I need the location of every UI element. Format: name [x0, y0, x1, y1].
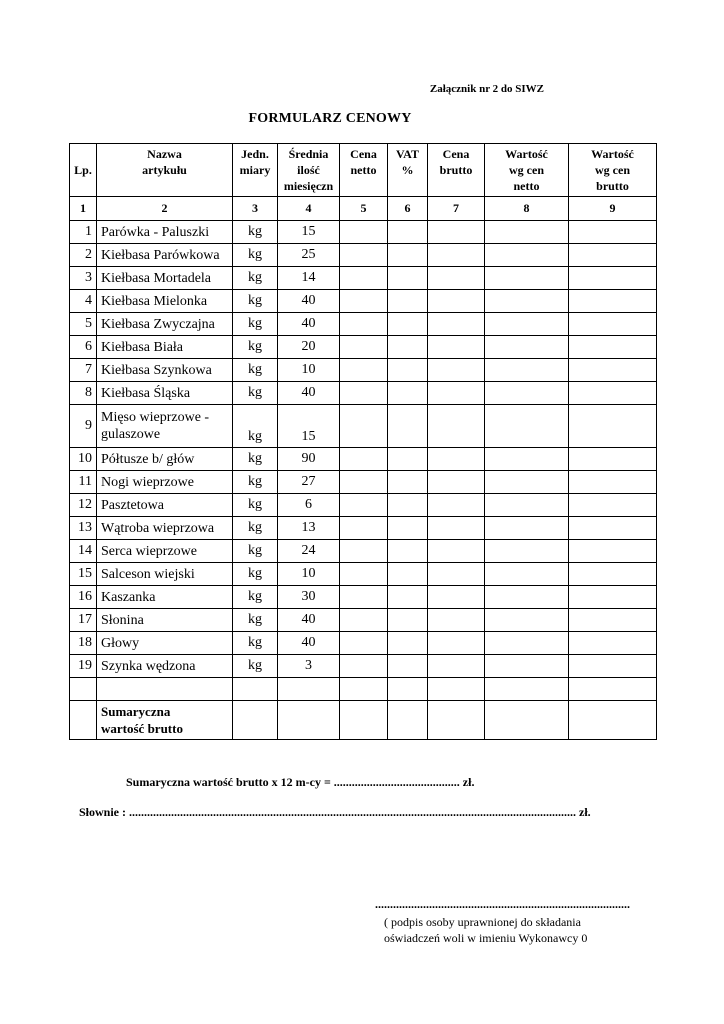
row-lp: 6: [70, 336, 97, 359]
row-gross-price[interactable]: [428, 290, 485, 313]
row-net-value[interactable]: [485, 313, 569, 336]
row-unit: kg: [233, 290, 278, 313]
row-unit: kg: [233, 471, 278, 494]
row-net-price[interactable]: [340, 405, 388, 448]
row-net-value[interactable]: [485, 517, 569, 540]
row-unit: kg: [233, 336, 278, 359]
amount-in-words-line: Słownie : ..................................................................................................................................................... zł.: [79, 805, 591, 819]
row-gross-price[interactable]: [428, 517, 485, 540]
row-net-value[interactable]: [485, 609, 569, 632]
summary-net-price-cell: [340, 701, 388, 740]
row-net-value[interactable]: [485, 244, 569, 267]
table-row: [70, 517, 657, 540]
table-row: [70, 313, 657, 336]
row-quantity: 15: [278, 405, 340, 448]
row-unit: kg: [233, 609, 278, 632]
row-vat[interactable]: [388, 336, 428, 359]
table-row: [70, 290, 657, 313]
row-name: Serca wieprzowe: [97, 540, 233, 563]
row-net-price[interactable]: [340, 313, 388, 336]
row-lp: 3: [70, 267, 97, 290]
row-gross-value[interactable]: [569, 586, 657, 609]
row-net-value[interactable]: [485, 563, 569, 586]
table-row: [70, 448, 657, 471]
row-gross-price[interactable]: [428, 471, 485, 494]
row-name: Salceson wiejski: [97, 563, 233, 586]
row-lp: 7: [70, 359, 97, 382]
row-unit: kg: [233, 244, 278, 267]
row-quantity: 10: [278, 359, 340, 382]
row-vat[interactable]: [388, 586, 428, 609]
row-net-value[interactable]: [485, 336, 569, 359]
row-gross-value[interactable]: [569, 655, 657, 678]
row-net-value[interactable]: [485, 382, 569, 405]
row-name: Kiełbasa Parówkowa: [97, 244, 233, 267]
row-name: Kiełbasa Biała: [97, 336, 233, 359]
row-name: Kiełbasa Zwyczajna: [97, 313, 233, 336]
row-net-value[interactable]: [485, 359, 569, 382]
row-lp: 9: [70, 405, 97, 448]
row-net-value[interactable]: [485, 494, 569, 517]
row-unit: kg: [233, 494, 278, 517]
row-gross-price[interactable]: [428, 359, 485, 382]
table-row: [70, 471, 657, 494]
blank-cell[interactable]: [388, 678, 428, 701]
row-gross-value[interactable]: [569, 405, 657, 448]
row-unit: kg: [233, 267, 278, 290]
row-net-value[interactable]: [485, 586, 569, 609]
row-gross-value[interactable]: [569, 448, 657, 471]
row-gross-price[interactable]: [428, 632, 485, 655]
row-vat[interactable]: [388, 405, 428, 448]
row-gross-price[interactable]: [428, 267, 485, 290]
blank-cell[interactable]: [569, 678, 657, 701]
row-net-price[interactable]: [340, 586, 388, 609]
row-unit: kg: [233, 517, 278, 540]
row-gross-price[interactable]: [428, 540, 485, 563]
row-gross-value[interactable]: [569, 517, 657, 540]
row-gross-value[interactable]: [569, 336, 657, 359]
row-quantity: 40: [278, 632, 340, 655]
column-number: 7: [428, 197, 485, 221]
row-lp: 1: [70, 221, 97, 244]
row-quantity: 20: [278, 336, 340, 359]
column-number: 1: [70, 197, 97, 221]
total-annual-line: Sumaryczna wartość brutto x 12 m-cy = .......................................... zł.: [126, 775, 475, 789]
header-net-price: Cena netto: [340, 144, 388, 197]
row-gross-price[interactable]: [428, 244, 485, 267]
row-unit: kg: [233, 382, 278, 405]
column-number: 3: [233, 197, 278, 221]
row-net-price[interactable]: [340, 290, 388, 313]
summary-lp-cell: [70, 701, 97, 740]
row-gross-price[interactable]: [428, 609, 485, 632]
row-gross-price[interactable]: [428, 221, 485, 244]
row-vat[interactable]: [388, 448, 428, 471]
row-gross-price[interactable]: [428, 655, 485, 678]
summary-gross-price-cell: [428, 701, 485, 740]
row-gross-value[interactable]: [569, 244, 657, 267]
row-gross-price[interactable]: [428, 494, 485, 517]
row-vat[interactable]: [388, 313, 428, 336]
row-lp: 17: [70, 609, 97, 632]
row-lp: 18: [70, 632, 97, 655]
column-number: 2: [97, 197, 233, 221]
row-net-value[interactable]: [485, 632, 569, 655]
signature-caption: ( podpis osoby uprawnionej do składania oświadczeń woli w imieniu Wykonawcy 0: [384, 915, 588, 945]
row-vat[interactable]: [388, 494, 428, 517]
header-name: Nazwa artykułu: [97, 144, 233, 197]
row-quantity: 40: [278, 382, 340, 405]
row-vat[interactable]: [388, 267, 428, 290]
row-quantity: 24: [278, 540, 340, 563]
row-net-price[interactable]: [340, 221, 388, 244]
row-name: Pasztetowa: [97, 494, 233, 517]
row-lp: 8: [70, 382, 97, 405]
row-vat[interactable]: [388, 517, 428, 540]
row-quantity: 90: [278, 448, 340, 471]
row-gross-price[interactable]: [428, 336, 485, 359]
header-vat: VAT %: [388, 144, 428, 197]
row-unit: kg: [233, 359, 278, 382]
blank-row: [70, 678, 657, 701]
row-vat[interactable]: [388, 471, 428, 494]
row-vat[interactable]: [388, 244, 428, 267]
row-lp: 5: [70, 313, 97, 336]
row-name: Wątroba wieprzowa: [97, 517, 233, 540]
column-number: 5: [340, 197, 388, 221]
row-net-value[interactable]: [485, 221, 569, 244]
row-quantity: 40: [278, 609, 340, 632]
row-gross-value[interactable]: [569, 609, 657, 632]
summary-net-value-cell[interactable]: [485, 701, 569, 740]
row-unit: kg: [233, 540, 278, 563]
row-gross-value[interactable]: [569, 221, 657, 244]
row-gross-price[interactable]: [428, 448, 485, 471]
table-row: [70, 359, 657, 382]
blank-cell: [233, 678, 278, 701]
summary-row: [70, 701, 657, 740]
table-row: [70, 405, 657, 448]
row-name-line: gulaszowe: [101, 427, 161, 442]
signature-line: .....................................................................................: [375, 897, 630, 911]
row-net-value[interactable]: [485, 290, 569, 313]
column-number: 8: [485, 197, 569, 221]
row-gross-value[interactable]: [569, 267, 657, 290]
row-net-price[interactable]: [340, 632, 388, 655]
row-name: Kiełbasa Śląska: [97, 382, 233, 405]
header-row: [70, 144, 657, 197]
row-name: Słonina: [97, 609, 233, 632]
row-net-value[interactable]: [485, 448, 569, 471]
price-table: [69, 143, 657, 740]
row-gross-price[interactable]: [428, 313, 485, 336]
row-lp: 4: [70, 290, 97, 313]
row-gross-value[interactable]: [569, 313, 657, 336]
table-row: [70, 267, 657, 290]
row-lp: 11: [70, 471, 97, 494]
summary-gross-value-cell[interactable]: [569, 701, 657, 740]
row-lp: 14: [70, 540, 97, 563]
table-row: [70, 609, 657, 632]
form-title: FORMULARZ CENOWY: [248, 111, 412, 126]
row-quantity: 14: [278, 267, 340, 290]
row-gross-price[interactable]: [428, 563, 485, 586]
header-lp: Lp.: [70, 144, 97, 197]
blank-cell: [97, 678, 233, 701]
row-quantity: 13: [278, 517, 340, 540]
table-row: [70, 563, 657, 586]
row-name: Parówka - Paluszki: [97, 221, 233, 244]
row-net-price[interactable]: [340, 244, 388, 267]
header-quantity: Średnia ilość miesięczn: [278, 144, 340, 197]
row-name: Kiełbasa Szynkowa: [97, 359, 233, 382]
header-unit: Jedn. miary: [233, 144, 278, 197]
row-gross-value[interactable]: [569, 290, 657, 313]
row-quantity: 40: [278, 313, 340, 336]
row-gross-value[interactable]: [569, 494, 657, 517]
row-unit: kg: [233, 655, 278, 678]
summary-vat-cell: [388, 701, 428, 740]
row-net-value[interactable]: [485, 267, 569, 290]
row-net-value[interactable]: [485, 655, 569, 678]
row-unit: kg: [233, 313, 278, 336]
row-unit: kg: [233, 405, 278, 448]
row-net-value[interactable]: [485, 405, 569, 448]
row-quantity: 30: [278, 586, 340, 609]
column-number: 4: [278, 197, 340, 221]
row-quantity: 27: [278, 471, 340, 494]
row-vat[interactable]: [388, 221, 428, 244]
table-row: [70, 655, 657, 678]
row-gross-price[interactable]: [428, 586, 485, 609]
row-vat[interactable]: [388, 655, 428, 678]
row-lp: 13: [70, 517, 97, 540]
row-name: Kiełbasa Mielonka: [97, 290, 233, 313]
row-lp: 10: [70, 448, 97, 471]
row-name: Półtusze b/ głów: [97, 448, 233, 471]
row-quantity: 25: [278, 244, 340, 267]
row-lp: 16: [70, 586, 97, 609]
row-net-price[interactable]: [340, 359, 388, 382]
row-quantity: 15: [278, 221, 340, 244]
row-quantity: 10: [278, 563, 340, 586]
row-quantity: 3: [278, 655, 340, 678]
row-net-price[interactable]: [340, 563, 388, 586]
header-net-value: Wartość wg cen netto: [485, 144, 569, 197]
blank-cell: [70, 678, 97, 701]
row-vat[interactable]: [388, 563, 428, 586]
row-name: Kaszanka: [97, 586, 233, 609]
blank-cell[interactable]: [428, 678, 485, 701]
row-net-price[interactable]: [340, 609, 388, 632]
blank-cell[interactable]: [340, 678, 388, 701]
row-gross-price[interactable]: [428, 405, 485, 448]
table-row: [70, 382, 657, 405]
row-unit: kg: [233, 448, 278, 471]
row-gross-value[interactable]: [569, 471, 657, 494]
row-gross-value[interactable]: [569, 540, 657, 563]
table-row: [70, 540, 657, 563]
row-name-line: Mięso wieprzowe -: [101, 410, 210, 425]
row-vat[interactable]: [388, 382, 428, 405]
summary-unit-cell: [233, 701, 278, 740]
summary-label: Sumaryczna wartość brutto: [97, 701, 233, 740]
row-unit: kg: [233, 563, 278, 586]
summary-qty-cell: [278, 701, 340, 740]
row-lp: 2: [70, 244, 97, 267]
row-quantity: 40: [278, 290, 340, 313]
column-number: 6: [388, 197, 428, 221]
blank-cell[interactable]: [485, 678, 569, 701]
row-vat[interactable]: [388, 540, 428, 563]
table-row: [70, 586, 657, 609]
row-net-price[interactable]: [340, 540, 388, 563]
row-name: Głowy: [97, 632, 233, 655]
row-name: Kiełbasa Mortadela: [97, 267, 233, 290]
row-unit: kg: [233, 632, 278, 655]
row-lp: 19: [70, 655, 97, 678]
row-gross-value[interactable]: [569, 382, 657, 405]
table-row: [70, 244, 657, 267]
annex-reference: Załącznik nr 2 do SIWZ: [429, 83, 544, 95]
header-gross-value: Wartość wg cen brutto: [569, 144, 657, 197]
row-vat[interactable]: [388, 632, 428, 655]
column-number: 9: [569, 197, 657, 221]
row-net-price[interactable]: [340, 517, 388, 540]
row-net-value[interactable]: [485, 471, 569, 494]
row-net-value[interactable]: [485, 540, 569, 563]
row-vat[interactable]: [388, 359, 428, 382]
row-gross-price[interactable]: [428, 382, 485, 405]
row-name: Szynka wędzona: [97, 655, 233, 678]
row-net-price[interactable]: [340, 336, 388, 359]
row-net-price[interactable]: [340, 382, 388, 405]
header-gross-price: Cena brutto: [428, 144, 485, 197]
row-gross-value[interactable]: [569, 359, 657, 382]
table-row: [70, 632, 657, 655]
row-unit: kg: [233, 221, 278, 244]
row-name: Nogi wieprzowe: [97, 471, 233, 494]
row-vat[interactable]: [388, 290, 428, 313]
row-gross-value[interactable]: [569, 563, 657, 586]
table-row: [70, 221, 657, 244]
row-net-price[interactable]: [340, 494, 388, 517]
table-row: [70, 336, 657, 359]
row-vat[interactable]: [388, 609, 428, 632]
row-net-price[interactable]: [340, 655, 388, 678]
row-unit: kg: [233, 586, 278, 609]
row-net-price[interactable]: [340, 471, 388, 494]
row-net-price[interactable]: [340, 448, 388, 471]
column-number-row: [70, 197, 657, 221]
row-lp: 15: [70, 563, 97, 586]
row-lp: 12: [70, 494, 97, 517]
table-row: [70, 494, 657, 517]
row-net-price[interactable]: [340, 267, 388, 290]
row-name: [97, 405, 233, 448]
blank-cell: [278, 678, 340, 701]
row-gross-value[interactable]: [569, 632, 657, 655]
row-quantity: 6: [278, 494, 340, 517]
